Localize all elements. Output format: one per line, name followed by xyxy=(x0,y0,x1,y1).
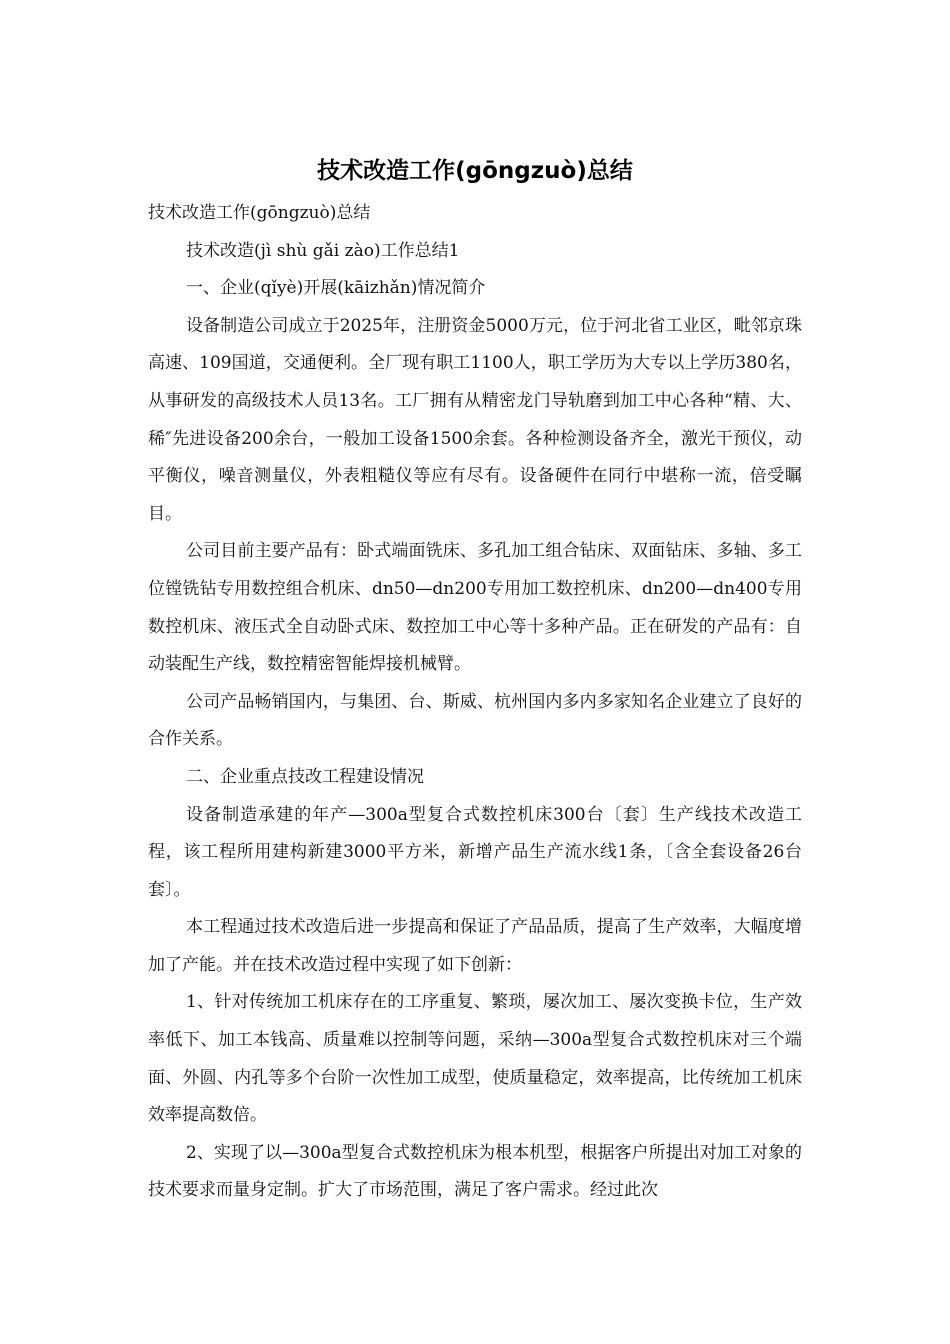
paragraph-project-scope: 设备制造承建的年产—300a型复合式数控机床300台〔套〕生产线技术改造工程，该工程所用建构新建3000平方米，新增产品生产流水线1条，〔含全套设备26台套〕。 xyxy=(148,804,802,900)
document-title: 技术改造工作(gōngzuò)总结 xyxy=(317,158,633,184)
paragraph-subtitle: 技术改造工作(gōngzuò)总结 xyxy=(148,203,371,223)
section-heading-company-overview: 一、企业(qǐyè)开展(kāizhǎn)情况简介 xyxy=(186,278,486,299)
paragraph-innovation-1: 1、针对传统加工机床存在的工序重复、繁琐，屡次加工、屡次变换卡位，生产效率低下、加工本钱高、质量难以控制等问题，采纳—300a型复合式数控机床对三个端面、外圆、内孔等多个台阶一次性加工成型，使质量稳定，效率提高，比传统加工机床效率提高数倍。 xyxy=(148,992,802,1126)
paragraph-summary-heading: 技术改造(jì shù gǎi zào)工作总结1 xyxy=(186,240,460,261)
paragraph-market: 公司产品畅销国内，与集团、台、斯威、杭州国内多内多家知名企业建立了良好的合作关系。 xyxy=(148,691,802,750)
paragraph-innovation-2: 2、实现了以—300a型复合式数控机床为根本机型，根据客户所提出对加工对象的技术要求而量身定制。扩大了市场范围，满足了客户需求。经过此次 xyxy=(148,1142,802,1201)
section-heading-key-projects: 二、企业重点技改工程建设情况 xyxy=(186,766,424,787)
paragraph-company-intro: 设备制造公司成立于2025年，注册资金5000万元，位于河北省工业区，毗邻京珠高速、109国道，交通便利。全厂现有职工1100人，职工学历为大专以上学历380名，从事研发的高级技术人员13名。工厂拥有从精密龙门导轨磨到加工中心各种“精、大、稀″先进设备200余台，一般加工设备1500余套。各种检测设备齐全，激光干预仪，动平衡仪，噪音测量仪，外表粗糙仪等应有尽有。设备硬件在同行中堪称一流，倍受瞩目。 xyxy=(148,315,802,524)
paragraph-main-products: 公司目前主要产品有：卧式端面铣床、多孔加工组合钻床、双面钻床、多轴、多工位镗铣钻专用数控组合机床、dn50—dn200专用加工数控机床、dn200—dn400专用数控机床、液压式全自动卧式床、数控加工中心等十多种产品。正在研发的产品有：自动装配生产线，数控精密智能焊接机械臂。 xyxy=(148,541,802,675)
paragraph-project-results: 本工程通过技术改造后进一步提高和保证了产品品质，提高了生产效率，大幅度增加了产能。并在技术改造过程中实现了如下创新： xyxy=(148,917,802,975)
document-body xyxy=(148,195,802,1210)
